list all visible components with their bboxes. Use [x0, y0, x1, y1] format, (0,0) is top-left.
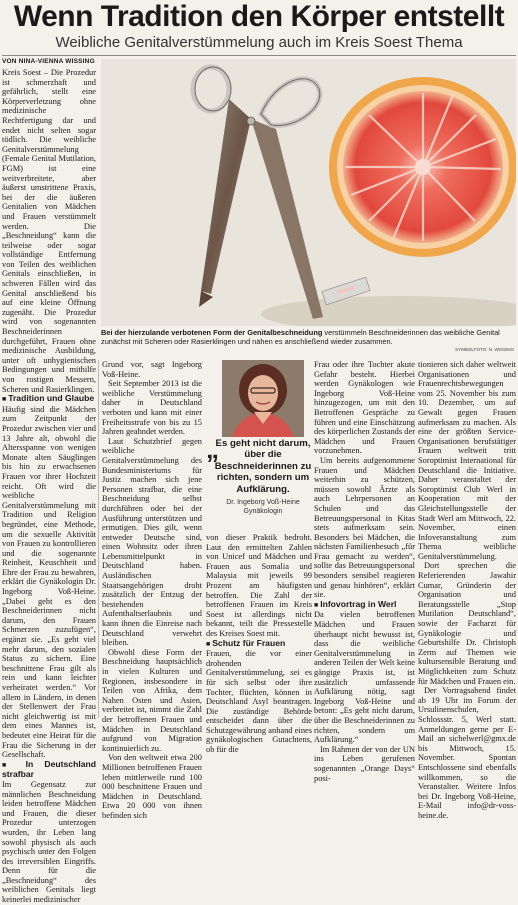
- paragraph: von dieser Praktik bedroht. Laut den ermittelten Zahlen von Unicef und Mädchen und Frauen aus Somalia und Malaysia mit jeweils 99 Prozent am häufigsten betroffen. Die Zahl der betroffenen Frauen im Kreis Soest ist allerdings nicht bekannt, teilt die Pressestelle des Kreises Soest mit.: [206, 533, 312, 638]
- paragraph: Um bereits aufgenommene Frauen und Mädchen weiterhin zu schützen, müssen sowohl Ärzte als auch Lehrpersonen an Schulen und das Betreuungspersonal in Kitas stets aufmerksam sein. Besonders bei Mädchen, die nächsten Familienbesuch „für Frau gemacht zu werden“, sollte das Betreuungspersonal besonders sensibel reagieren und genau hinhören“, erklärt sie.: [314, 455, 415, 600]
- paragraph: Im Gegensatz zur männlichen Beschneidung leiden betroffene Mädchen und Frauen, die dieser Prozedur unterzogen wurden, ihr Leben lang sowohl physisch als auch psychisch unter den Folgen des irreversiblen Eingriffs. Denn für die „Beschneidung“ des weiblichen Genitals liegt keinerlei medizinischer: [2, 779, 96, 905]
- section-heading: ■ Tradition und Glaube: [2, 394, 96, 405]
- portrait-photo: [222, 360, 304, 437]
- paragraph: Dort sprechen die Referierenden Jawahir Cumar, Gründerin der Organisation und Beratungsstelle „Stop Mutilation Deutschland“, sowie der Facharzt für Gynäkologie und Geburtshilfe Dr. Christoph Zerm auf Themen wie kultursensible Beratung und Möglichkeiten zum Schutz für Mädchen und Frauen ein.: [418, 561, 516, 686]
- paragraph: Grund vor, sagt Ingeborg Voß-Heine.: [102, 360, 202, 379]
- paragraph: Kreis Soest – Die Prozedur ist schmerzhaft und gefährlich, stellt eine Körperverletzung ohne medizinische Rechtfertigung dar und endet nicht selten sogar tödlich. Die weibliche Genitalverstümmelung (Female Genital Mutilation, FGM) ist eine weitverbreitete, aber äußerst umstrittene Praxis, bei der die äußeren Genitalien von Mädchen und Frauen verstümmelt werden. Die „Beschneidung“ kann die teilweise oder sogar vollständige Entfernung von Teilen des weiblichen Genitals einschließen, in schweren Fällen wird das Genital anschließend bis auf eine kleine Öffnung zugenäht. Die Prozedur wird von sogenannten Beschneiderinnen durchgeführt, Frauen ohne medizinische Ausbildung, unter oft unhygienischen Bedingungen und mithilfe von rostigen Messern, Scheren und Rasierklingen.: [2, 68, 96, 394]
- section-heading: ■ Infovortrag in Werl: [314, 600, 415, 611]
- photo-caption: [101, 328, 516, 347]
- scissors-grapefruit-image: [101, 59, 516, 326]
- quote-source-role: Gynäkologin: [243, 508, 283, 516]
- paragraph: Im Rahmen der von der UN ins Leben gerufenen sogenannten „Orange Days“ posi-: [314, 744, 415, 783]
- caption-text: verstümmeln Beschneiderinnen das weibliche Genital zunächst mit Scheren oder Rasierklingen und nähen es anschließend wieder zusammen.: [101, 328, 500, 347]
- photo-credit: SYMBOLFOTO: N. WISSING: [455, 347, 514, 352]
- paragraph: Häufig sind die Mädchen zum Zeitpunkt der Prozedur zwischen vier und 13 Jahre alt, obwohl die Altersspanne von wenigen Monate alten Säuglingen bis hin zu erwachsenen Frauen vor ihrer Hochzeit reicht. Oft wird die weibliche Genitalverstümmelung mit Tradition und Religion begründet, eine Methode, um die sexuelle Aktivität von Frauen zu kontrollieren und die sogenannte Reinheit, Keuschheit und Ehre der Frau zu bewahren, erklärt die Gynäkologin Dr. Ingeborg Voß-Heine. „Dabei geht es den Beschneiderinnen nicht darum, den Frauen Schmerzen zuzufügen“, ergänzt sie. „Es geht viel mehr darum, den sozialen Status zu sichern. Eine beschnittene Frau gilt als rein und kann leichter verheiratet werden.“ Vor allem in Ländern, in denen der Stellenwert der Frau nicht gleichwertig ist mit dem eines Mannes ist, bedeutet eine Heirat für die Frau die Sicherung in der Gesellschaft.: [2, 404, 96, 760]
- caption-lead: Bei der hierzulande verbotenen Form der Genitalbeschneidung: [101, 328, 323, 337]
- paragraph: Seit September 2013 ist die weibliche Verstümmelung daher in Deutschland verboten und kann mit einer Freiheitsstrafe von bis zu 15 Jahren geahndet werden.: [102, 379, 202, 437]
- paragraph: Obwohl diese Form der Beschneidung hauptsächlich in vielen Kulturen und Regionen, insbesondere in Teilen von Afrika, dem Nahen Osten und Asien, verbreitet ist, nimmt die Zahl der betroffenen Frauen und Mädchen in Deutschland aufgrund von Migration kontinuierlich zu.: [102, 647, 202, 753]
- paragraph: Von den weltweit etwa 200 Millionen betroffenen Frauen leben mittlerweile rund 100 000 beschnittene Frauen und Mädchen in Deutschland. Etwa 20 000 von ihnen befinden sich: [102, 753, 202, 820]
- paragraph: Der Vortragsabend findet ab 19 Uhr im Forum der Ursulinenschulen, Schlossstr. 5, Werl statt. Anmeldungen gerne per E-Mail an sichelwerl@gmx.de bis Mittwoch, 15. November. Spontan Entschlossene sind ebenfalls willkommen, so die Veranstalter. Weitere Infos bei Dr. Ingeborg Voß-Heine, E-Mail info@dr-voss-heine.de.: [418, 686, 516, 820]
- headline: Wenn Tradition den Körper entstellt: [13, 0, 505, 33]
- subheadline: Weibliche Genitalverstümmelung auch im Kreis Soest Thema: [55, 34, 463, 51]
- column-2: [102, 360, 202, 821]
- quote-mark-icon: „: [206, 434, 219, 464]
- divider: [2, 55, 516, 56]
- paragraph: Frauen, die vor einer drohenden Genitalverstümmelung, sei es für sich selbst oder ihre Tochter, flüchten, können in Deutschland Asyl beantragen. Die zuständige Behörde entscheidet dann über die Schutzgewährung anhand eines gynäkologischen Gutachtens, ob für die: [206, 649, 312, 755]
- column-rule: [98, 360, 99, 718]
- column-5: [418, 360, 516, 821]
- column-3: [206, 533, 312, 755]
- paragraph: Laut Schutzbrief gegen weibliche Genitalverstümmelung des Bundesministeriums für Justiz machen sich jene Personen strafbar, die eine Beschneidung selbst durchführen oder bei der Ausführung unterstützen und ermutigen. Dies gilt, wenn entweder Deutsche sind, einen Wohnsitz oder ihren Lebensmittelpunkt in Deutschland haben. Ausländischen Staatsangehörigen droht zusätzlich der Entzug der bestehenden Aufenthaltserlaubnis und kann ihnen die Einreise nach Deutschland verwehrt bleiben.: [102, 436, 202, 648]
- section-heading: ■ In Deutschland strafbar: [2, 760, 96, 780]
- byline: VON NINA-VIENNA WISSING: [2, 58, 95, 65]
- woman-portrait-image: [222, 360, 304, 437]
- quote-source: Dr. Ingeborg Voß-Heine: [226, 499, 300, 507]
- pull-quote: [206, 434, 320, 516]
- paragraph: Frau oder ihre Tochter akute Gefahr besteht. Hierbei werden Gynäkologen wie Ingeborg Voß-Heine hinzugezogen, um mit den Betroffenen Gespräche zu führen und eine Einschätzung des körperlichen Zustands der Mädchen und Frauen vorzunehmen.: [314, 360, 415, 456]
- paragraph: tionieren sich daher weltweit Organisationen und Frauenrechtsbewegungen vom 25. November bis zum 10. Dezember, um auf Gewalt gegen Frauen aufmerksam zu machen. Als eine der größten Service-Organisationen berufstätiger Frauen weltweit tritt Soroptimist International für Deutschland die Initiative. Daher veranstaltet der Soroptimist Club Werl in Kooperation mit der Gleichstellungsstelle der Stadt Werl am Mittwoch, 22. November, einen Infoveranstaltung zum Thema weibliche Genitalverstümmelung.: [418, 360, 516, 561]
- quote-text: Es geht nicht darum, über die Beschneiderinnen zu richten, sondern um Aufklärung.: [214, 438, 312, 495]
- paragraph: Da vielen betroffenen Mädchen und Frauen überhaupt nicht bewusst ist, dass die weibliche Genitalverstümmelung in anderen Teilen der Welt keine gängige Praxis ist, ist zusätzlich umfassende Aufklärung nötig, sagt Ingeborg Voß-Heine und betont: „Es geht nicht darum, über die Beschneiderinnen zu richten, sondern um Aufklärung.“: [314, 610, 415, 745]
- section-heading: ■ Schutz für Frauen: [206, 639, 312, 650]
- article-photo: [101, 59, 516, 326]
- column-1: [2, 68, 96, 905]
